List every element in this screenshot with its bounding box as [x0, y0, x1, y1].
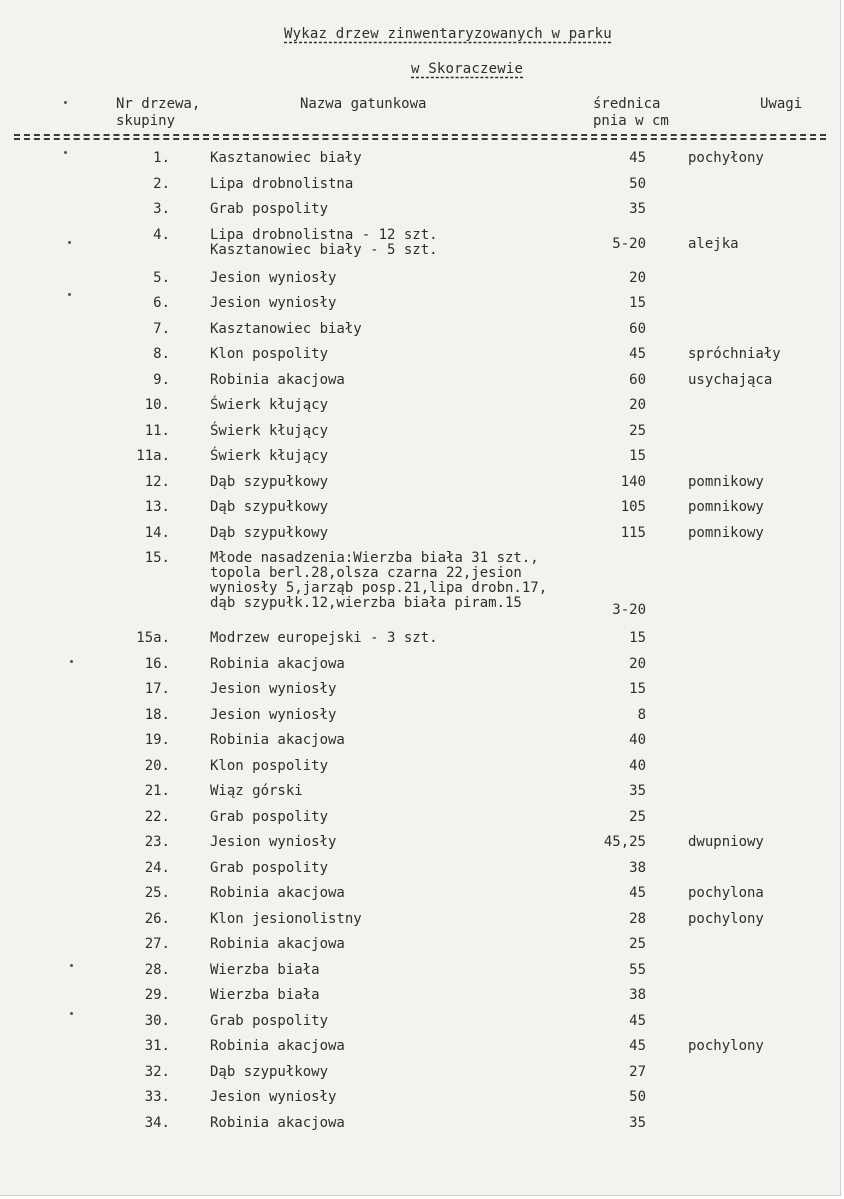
trunk-diameter: 28 — [629, 910, 646, 927]
tree-number: 24. — [144, 859, 170, 876]
table-row — [0, 805, 840, 831]
tree-note: pochylona — [688, 885, 764, 901]
trunk-diameter: 27 — [629, 1063, 646, 1080]
species-name: Wierzba biała — [210, 961, 320, 978]
trunk-diameter: 45 — [629, 1012, 646, 1029]
species-name: Dąb szypułkowy — [210, 524, 329, 541]
trunk-diameter: 20 — [629, 397, 646, 413]
tree-note: pochylony — [688, 910, 764, 927]
table-row — [0, 677, 840, 703]
table-row — [0, 958, 840, 984]
tree-note: pochyłony — [688, 150, 764, 166]
table-row — [0, 728, 840, 754]
tree-number: 12. — [144, 473, 170, 490]
table-row — [0, 470, 840, 496]
species-name: Jesion wyniosły — [210, 834, 337, 850]
trunk-diameter: 40 — [629, 757, 646, 774]
trunk-diameter: 3-20 — [612, 602, 646, 618]
column-header-name: Nazwa gatunkowa — [300, 96, 427, 112]
trunk-diameter: 60 — [629, 320, 646, 337]
tree-number: 27. — [144, 936, 170, 952]
species-name: Świerk kłujący — [210, 397, 329, 413]
species-name: Robinia akacjowa — [210, 371, 345, 388]
trunk-diameter: 20 — [629, 655, 646, 672]
species-name: Klon pospolity — [210, 346, 329, 362]
species-name: Dąb szypułkowy — [210, 473, 329, 490]
tree-number: 28. — [144, 961, 170, 978]
document-title: Wykaz drzew zinwentaryzowanych w parku — [284, 26, 612, 42]
table-row — [0, 1060, 840, 1086]
trunk-diameter: 15 — [629, 448, 646, 464]
table-row — [0, 266, 840, 292]
tree-note: spróchniały — [688, 346, 781, 362]
tree-number: 20. — [144, 757, 170, 774]
table-row — [0, 907, 840, 933]
species-name: Świerk kłujący — [210, 422, 329, 439]
table-row — [0, 197, 840, 223]
table-row — [0, 546, 840, 626]
tree-number: 22. — [144, 808, 170, 825]
table-row — [0, 1009, 840, 1035]
species-name: Dąb szypułkowy — [210, 499, 329, 515]
table-row — [0, 754, 840, 780]
species-name: Jesion wyniosły — [210, 681, 337, 697]
species-name: Klon pospolity — [210, 757, 329, 774]
tree-number: 8. — [153, 346, 170, 362]
species-name: Robinia akacjowa — [210, 1114, 345, 1131]
tree-number: 3. — [153, 201, 170, 217]
tree-number: 32. — [144, 1063, 170, 1080]
tree-number: 13. — [144, 499, 170, 515]
tree-number: 14. — [144, 524, 170, 541]
tree-number: 21. — [144, 783, 170, 799]
margin-dot — [64, 101, 67, 104]
trunk-diameter: 25 — [629, 422, 646, 439]
table-row — [0, 983, 840, 1009]
table-row — [0, 444, 840, 470]
species-name: Jesion wyniosły — [210, 1089, 337, 1105]
table-row — [0, 521, 840, 547]
tree-number: 15a. — [136, 630, 170, 646]
species-name: Robinia akacjowa — [210, 732, 345, 748]
trunk-diameter: 25 — [629, 936, 646, 952]
trunk-diameter: 60 — [629, 371, 646, 388]
trunk-diameter: 115 — [620, 524, 646, 541]
trunk-diameter: 50 — [629, 1089, 646, 1105]
tree-table — [0, 146, 840, 1136]
trunk-diameter: 45 — [629, 1038, 646, 1054]
species-name: Wierzba biała — [210, 987, 320, 1003]
species-name: Dąb szypułkowy — [210, 1063, 329, 1080]
tree-number: 11a. — [136, 448, 170, 464]
table-row — [0, 368, 840, 394]
column-header-number: Nr drzewa, skupiny — [116, 96, 201, 129]
tree-number: 31. — [144, 1038, 170, 1054]
species-name: Jesion wyniosły — [210, 706, 337, 723]
table-row — [0, 652, 840, 678]
species-name: Młode nasadzenia:Wierzba biała 31 szt., topola berl.28,olsza czarna 22,jesion wyniosły 5,jarząb posp.21,lipa drobn.17, dąb szypułk.12,wierzba biała piram.15 — [210, 550, 548, 611]
tree-number: 15. — [144, 550, 170, 566]
trunk-diameter: 45 — [629, 150, 646, 166]
table-row — [0, 1085, 840, 1111]
trunk-diameter: 15 — [629, 630, 646, 646]
table-row — [0, 317, 840, 343]
tree-number: 10. — [144, 397, 170, 413]
tree-number: 25. — [144, 885, 170, 901]
tree-number: 2. — [153, 175, 170, 192]
table-row — [0, 223, 840, 266]
document-subtitle: w Skoraczewie — [411, 61, 524, 77]
species-name: Grab pospolity — [210, 859, 329, 876]
trunk-diameter: 45 — [629, 885, 646, 901]
table-row — [0, 1111, 840, 1137]
trunk-diameter: 38 — [629, 859, 646, 876]
species-name: Wiąz górski — [210, 783, 303, 799]
species-name: Robinia akacjowa — [210, 936, 345, 952]
species-name: Grab pospolity — [210, 201, 329, 217]
tree-number: 23. — [144, 834, 170, 850]
tree-number: 16. — [144, 655, 170, 672]
tree-note: pomnikowy — [688, 499, 764, 515]
species-name: Modrzew europejski - 3 szt. — [210, 630, 438, 646]
table-row — [0, 856, 840, 882]
tree-number: 34. — [144, 1114, 170, 1131]
species-name: Grab pospolity — [210, 808, 329, 825]
species-name: Grab pospolity — [210, 1012, 329, 1029]
tree-number: 33. — [144, 1089, 170, 1105]
column-header-notes: Uwagi — [760, 96, 803, 112]
tree-number: 6. — [153, 295, 170, 311]
trunk-diameter: 40 — [629, 732, 646, 748]
tree-number: 30. — [144, 1012, 170, 1029]
table-row — [0, 172, 840, 198]
species-name: Klon jesionolistny — [210, 910, 362, 927]
trunk-diameter: 20 — [629, 269, 646, 286]
trunk-diameter: 45 — [629, 346, 646, 362]
tree-number: 11. — [144, 422, 170, 439]
tree-number: 17. — [144, 681, 170, 697]
species-name: Kasztanowiec biały — [210, 150, 362, 166]
trunk-diameter: 105 — [620, 499, 646, 515]
table-row — [0, 779, 840, 805]
table-row — [0, 419, 840, 445]
tree-number: 1. — [153, 150, 170, 166]
table-row — [0, 495, 840, 521]
tree-number: 19. — [144, 732, 170, 748]
table-row — [0, 932, 840, 958]
tree-note: dwupniowy — [688, 834, 764, 850]
trunk-diameter: 140 — [620, 473, 646, 490]
species-name: Lipa drobnolistna — [210, 175, 354, 192]
column-header-diameter: średnica pnia w cm — [593, 96, 669, 129]
species-name: Jesion wyniosły — [210, 269, 337, 286]
tree-note: pomnikowy — [688, 524, 764, 541]
trunk-diameter: 50 — [629, 175, 646, 192]
species-name: Robinia akacjowa — [210, 1038, 345, 1054]
table-row — [0, 342, 840, 368]
table-row — [0, 830, 840, 856]
tree-note: pomnikowy — [688, 473, 764, 490]
species-name: Jesion wyniosły — [210, 295, 337, 311]
header-divider — [14, 134, 826, 140]
tree-note: alejka — [688, 235, 739, 252]
table-row — [0, 881, 840, 907]
species-name: Robinia akacjowa — [210, 655, 345, 672]
table-row — [0, 1034, 840, 1060]
species-name: Kasztanowiec biały — [210, 320, 362, 337]
trunk-diameter: 25 — [629, 808, 646, 825]
trunk-diameter: 35 — [629, 201, 646, 217]
trunk-diameter: 45,25 — [603, 834, 646, 850]
tree-note: usychająca — [688, 371, 773, 388]
tree-note: pochylony — [688, 1038, 764, 1054]
tree-number: 29. — [144, 987, 170, 1003]
species-name: Robinia akacjowa — [210, 885, 345, 901]
trunk-diameter: 8 — [637, 706, 646, 723]
trunk-diameter: 55 — [629, 961, 646, 978]
table-row — [0, 703, 840, 729]
tree-number: 7. — [153, 320, 170, 337]
tree-number: 9. — [153, 371, 170, 388]
table-row — [0, 291, 840, 317]
table-row — [0, 393, 840, 419]
tree-number: 18. — [144, 706, 170, 723]
trunk-diameter: 38 — [629, 987, 646, 1003]
trunk-diameter: 35 — [629, 783, 646, 799]
table-row — [0, 626, 840, 652]
trunk-diameter: 15 — [629, 681, 646, 697]
trunk-diameter: 35 — [629, 1114, 646, 1131]
species-name: Lipa drobnolistna - 12 szt. Kasztanowiec biały - 5 szt. — [210, 226, 438, 258]
trunk-diameter: 15 — [629, 295, 646, 311]
tree-number: 5. — [153, 269, 170, 286]
trunk-diameter: 5-20 — [612, 235, 646, 252]
tree-number: 26. — [144, 910, 170, 927]
table-row — [0, 146, 840, 172]
species-name: Świerk kłujący — [210, 448, 329, 464]
tree-number: 4. — [153, 226, 170, 243]
